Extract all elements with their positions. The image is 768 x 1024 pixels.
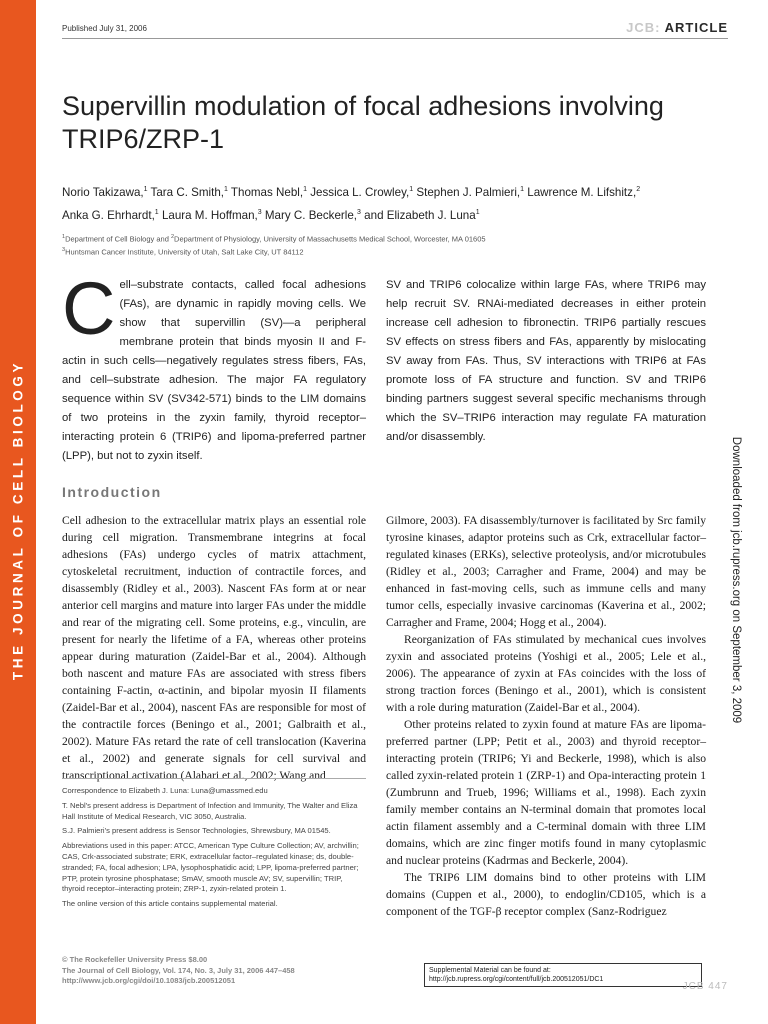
paragraph: The TRIP6 LIM domains bind to other proteins with LIM domains (Cuppen et al., 2000), to endoglin/CD105, which is a component of the TGF-β receptor complex (Sanz-Rodriguez [386,871,706,918]
author-affiliation-mark: 2 [636,186,641,193]
footnotes [62,786,366,914]
footnote-correspondence: Correspondence to Elizabeth J. Luna: Luna@umassmed.edu [62,786,268,795]
intro-right-column [386,512,706,920]
author-name: Stephen J. Palmieri, [416,185,521,199]
journal-sidebar [0,0,36,1024]
paragraph: Reorganization of FAs stimulated by mechanical cues involves zyxin and associated proteins (Yoshigi et al., 2005; Lele et al., 2006). The appearance of zyxin at FAs coincides with the loss of strong traction forces (Beningo et al., 2001), which is consistent with a role during maturation (Zaidel-Bar et al., 2004). [386,633,706,714]
journal-abbrev: JCB: [626,20,661,35]
footnote: T. Nebl's present address is Department of Infection and Immunity, The Walter and Eliza Hall Institute of Medical Research, VIC 3050, Australia. [62,800,358,821]
author-name: Thomas Nebl, [230,185,304,199]
author-affiliation-mark: 1 [409,186,414,193]
author-name: Jessica L. Crowley, [310,185,410,199]
author-name: Mary C. Beckerle, [264,208,358,222]
paragraph: Other proteins related to zyxin found at mature FAs are lipoma-preferred partner (LPP; Petit et al., 2003) and thyroid receptor–interacting protein (TRIP6; Yi and Beckerle, 1998), which is also called zyxin-related protein 1 (ZRP-1) and Opa-interacting protein 1 (Zumbrunn and Trueb, 1996; Williams et al., 1998). Each zyxin family member contains an N-terminal domain that promotes local actin filament assembly and a C-terminal domain with three LIM domains, which are zinc finger motifs found in many cytoplasmic and nuclear proteins (Kadrmas and Beckerle, 2004). [386,718,706,867]
published-date: Published July 31, 2006 [62,24,147,33]
author-list [62,180,752,226]
abstract-right-column: SV and TRIP6 colocalize within large FAs, where TRIP6 may help recruit SV. RNAi-mediated decreases in either protein increase cell adhesion to fibronectin. TRIP6 partially rescues SV effects on stress fibers and FAs, apparently by mislocating SV away from FAs. Thus, SV interactions with TRIP6 at FAs promote loss of FA structure and function. SV and TRIP6 binding partners suggest several specific mechanisms through which the SV–TRIP6 interaction may regulate FA maturation and/or disassembly. [386,279,706,443]
author-affiliation-mark: 1 [303,186,307,193]
supplemental-link[interactable]: http://jcb.rupress.org/cgi/content/full/jcb.200512051/DC1 [429,976,604,983]
affiliations [62,232,702,257]
section-heading-introduction: Introduction [62,484,162,500]
author-name: Laura M. Hoffman, [161,208,258,222]
supplemental-material-box [424,963,702,987]
page-number: JCB 447 [682,981,728,992]
author-affiliation-mark: 1 [475,208,480,216]
author-name: and Elizabeth J. Luna [364,208,476,222]
journal-name: THE JOURNAL OF CELL BIOLOGY [10,359,26,681]
doi-link[interactable]: http://www.jcb.org/cgi/doi/10.1083/jcb.200512051 [62,976,236,985]
article-title: Supervillin modulation of focal adhesions involving TRIP6/ZRP-1 [62,91,664,154]
author-affiliation-mark: 1 [224,186,228,193]
author-name: Lawrence M. Lifshitz, [527,185,637,199]
copyright-block [62,955,382,987]
author-name: Anka G. Ehrhardt, [62,208,155,222]
author-affiliation-mark: 1 [154,208,159,216]
author-affiliation-mark: 3 [257,208,262,216]
intro-left-column: Cell adhesion to the extracellular matrix plays an essential role during cell migration. Transmembrane integrins at focal adhesions (FAs) undergo cycles of matrix attachment, cytoskeletal recruitment, induction of contractile forces, and disassembly (Ridley et al., 2003). Nascent FAs form at or near anterior cell margins and mature into larger FAs under the middle and rear of the migrating cell. Some proteins, e.g., vinculin, are present for nearly the lifetime of a FA, whereas other proteins appear during maturation (Zaidel-Bar et al., 2004). Although both nascent and mature FAs are associated with stress fibers containing F-actin, α-actinin, and bipolar myosin II filaments (Zaidel-Bar et al., 2004), nascent FAs are responsible for most of the contractile forces (Beningo et al., 2001; Galbraith et al., 2002). Mature FAs retard the rate of cell translocation (Kaverina et al., 2002) and generate signals for cell survival and transcriptional activation (Alahari et al., 2002; Wang and [62,514,366,782]
affiliation-line: $^1$Department of Cell Biology and $^2$Department of Physiology, University of Massachusetts Medical School, Worcester, MA 01605 [62,234,486,244]
abstract-text: ell–substrate contacts, called focal adhesions (FAs), are dynamic in rapidly moving cells. We show that supervillin (SV)—a peripheral membrane protein that binds myosin II and F-actin in such cells—negatively regulates stress fibers, FAs, and cell–substrate adhesion. The major FA regulatory sequence within SV (SV342-571) binds to the LIM domains of two proteins in the zyxin family, thyroid receptor–interacting protein 6 (TRIP6) and lipoma-preferred partner (LPP), but not to zyxin itself. [62,279,366,462]
citation-line: The Journal of Cell Biology, Vol. 174, No. 3, July 31, 2006 447–458 [62,965,295,975]
paragraph: Gilmore, 2003). FA disassembly/turnover is facilitated by Src family tyrosine kinases, adaptor proteins such as Crk, extracellular factor–regulated kinases (ERKs), selective proteolysis, and/or microtubules (Ridley et al., 2003; Carragher and Frame, 2004) and may be enhanced in fast-moving cells, such as immune cells and many tumor cells, especially invasive carcinomas (Kaverina et al., 2002; Carragher and Frame, 2004; Hogg et al., 2004). [386,514,706,629]
author-affiliation-mark: 1 [143,186,148,193]
footnote: S.J. Palmieri's present address is Sensor Technologies, Shrewsbury, MA 01545. [62,826,331,836]
copyright-line: © The Rockefeller University Press $8.00 [62,955,208,964]
author-name: Norio Takizawa, [62,185,144,199]
affiliation-line: $^3$Huntsman Cancer Institute, University of Utah, Salt Lake City, UT 84112 [62,246,304,256]
download-notice: Downloaded from jcb.rupress.org on September 3, 2009 [730,436,742,724]
article-type: ARTICLE [664,20,728,35]
drop-cap: C [62,267,116,350]
journal-header [626,20,728,35]
author-name: Tara C. Smith, [150,185,224,199]
author-affiliation-mark: 3 [357,208,361,216]
supplemental-label: Supplemental Material can be found at: [429,967,551,974]
abstract-left-column [62,267,366,466]
footnote-abbreviations: Abbreviations used in this paper: ATCC, American Type Culture Collection; AV, archvillin; CAS, Crk-associated substrate; ERK, extracellular factor–regulated kinase; ds, double-stranded; FA, focal adhesion; LPA, lysophosphatidic acid; LPP, lipoma-preferred partner; PTP, protein tyrosine phosphatase; SmAV, smooth muscle AV; SV, supervillin; TRIP, thyroid receptor–interacting protein; ZRP-1, zyxin-related protein 1. [62,841,359,894]
footnote: The online version of this article contains supplemental material. [62,899,278,909]
author-affiliation-mark: 1 [520,186,525,193]
header-rule [62,38,728,39]
footnote-rule [62,778,366,779]
